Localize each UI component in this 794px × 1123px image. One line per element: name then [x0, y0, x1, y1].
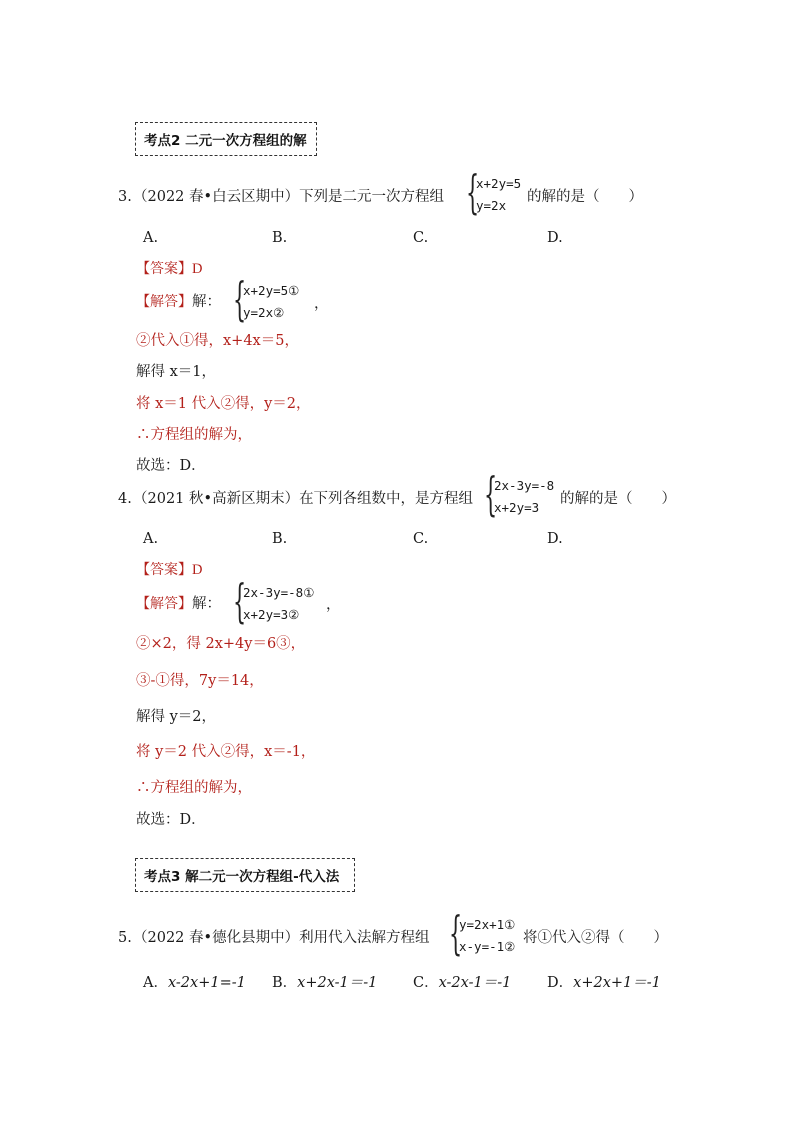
left-brace-icon: {	[233, 574, 247, 628]
option-c	[413, 976, 511, 991]
solution-4-line-6: 故选：D．	[136, 812, 206, 828]
answer-label: 【答案】	[136, 261, 192, 277]
question-4-source: （2021 秋•高新区期末）在下列各组数中，是方程组	[133, 491, 474, 507]
solution-4-line-2: ③-①得，7y＝14，	[136, 673, 264, 689]
answer-label: 【答案】	[136, 562, 192, 578]
solution-label: 【解答】	[136, 294, 192, 310]
solution-4-comma: ，	[326, 597, 341, 613]
answer-value: D	[192, 261, 203, 277]
left-brace-icon: {	[484, 467, 498, 521]
option-d: D.	[547, 230, 563, 246]
question-4-number: 4.	[118, 491, 132, 507]
option-a-letter: A．	[143, 975, 168, 991]
question-5-tail: 将①代入②得（ ）	[523, 930, 668, 946]
question-4-tail: 的解的是（ ）	[560, 491, 676, 507]
solution-lead: 解：	[192, 596, 221, 612]
question-3-eq1: x+2y=5	[476, 176, 522, 191]
solution-3-eq1: x+2y=5①	[243, 283, 300, 298]
question-3-number: 3.	[118, 189, 132, 205]
topic-heading-2	[135, 122, 317, 156]
solution-4-line-1: ②×2，得 2x+4y＝6③，	[136, 636, 306, 652]
option-a: A.	[143, 531, 159, 547]
option-d: D.	[547, 531, 563, 547]
option-d-letter: D．	[547, 975, 574, 991]
question-5-eq2: x-y=-1②	[459, 939, 516, 954]
option-b: B.	[272, 531, 288, 547]
solution-label-line	[136, 597, 221, 612]
question-4-eq1: 2x-3y=-8	[494, 478, 555, 493]
option-c-letter: C．	[413, 975, 439, 991]
option-a-text: x-2x+1=-1	[167, 975, 246, 991]
solution-3-system	[233, 272, 323, 327]
left-brace-icon: {	[449, 906, 463, 960]
solution-3-line-2: 解得 x＝1，	[136, 364, 217, 380]
question-5-eq1: y=2x+1①	[459, 917, 516, 932]
solution-3-line-1: ②代入①得，x+4x＝5，	[136, 333, 299, 349]
solution-4-eq1: 2x-3y=-8①	[243, 585, 315, 600]
option-b-text: x+2x-1＝-1	[297, 975, 378, 991]
answer-value: D	[192, 562, 203, 578]
topic-heading-2-text: 考点2 二元一次方程组的解	[144, 133, 307, 149]
topic-heading-3	[135, 858, 355, 892]
solution-label: 【解答】	[136, 596, 192, 612]
option-a	[143, 976, 246, 991]
solution-4-line-3: 解得 y＝2，	[136, 709, 217, 725]
solution-3-line-5: 故选：D．	[136, 458, 206, 474]
option-c: C.	[413, 230, 429, 246]
solution-4-line-5: ∴方程组的解为，	[136, 780, 252, 796]
solution-4-eq2: x+2y=3②	[243, 607, 300, 622]
question-3-tail: 的解的是（ ）	[527, 189, 643, 205]
solution-3-comma: ，	[314, 296, 329, 312]
solution-3-line-3: 将 x＝1 代入②得，y＝2，	[136, 396, 311, 412]
question-5-number: 5.	[118, 930, 132, 946]
left-brace-icon: {	[233, 272, 247, 326]
option-b	[272, 976, 377, 991]
solution-label-line	[136, 295, 221, 310]
left-brace-icon: {	[466, 165, 480, 219]
question-3-eq2: y=2x	[476, 198, 507, 213]
question-4-system	[484, 467, 564, 522]
solution-4-line-4: 将 y＝2 代入②得，x＝-1，	[136, 744, 316, 760]
option-a: A.	[143, 230, 159, 246]
solution-lead: 解：	[192, 294, 221, 310]
solution-4-system	[233, 574, 333, 629]
option-c: C.	[413, 531, 429, 547]
option-d-text: x+2x+1＝-1	[573, 975, 661, 991]
answer-line	[136, 563, 202, 578]
question-4-eq2: x+2y=3	[494, 500, 540, 515]
topic-heading-3-text: 考点3 解二元一次方程组-代入法	[144, 869, 340, 885]
option-b: B.	[272, 230, 288, 246]
option-b-letter: B．	[272, 975, 298, 991]
question-5-source: （2022 春•德化县期中）利用代入法解方程组	[133, 930, 430, 946]
question-3-source: （2022 春•白云区期中）下列是二元一次方程组	[133, 189, 445, 205]
option-d	[547, 976, 661, 991]
answer-line	[136, 262, 202, 277]
option-c-text: x-2x-1＝-1	[438, 975, 512, 991]
solution-3-line-4: ∴方程组的解为，	[136, 427, 252, 443]
solution-3-eq2: y=2x②	[243, 305, 285, 320]
